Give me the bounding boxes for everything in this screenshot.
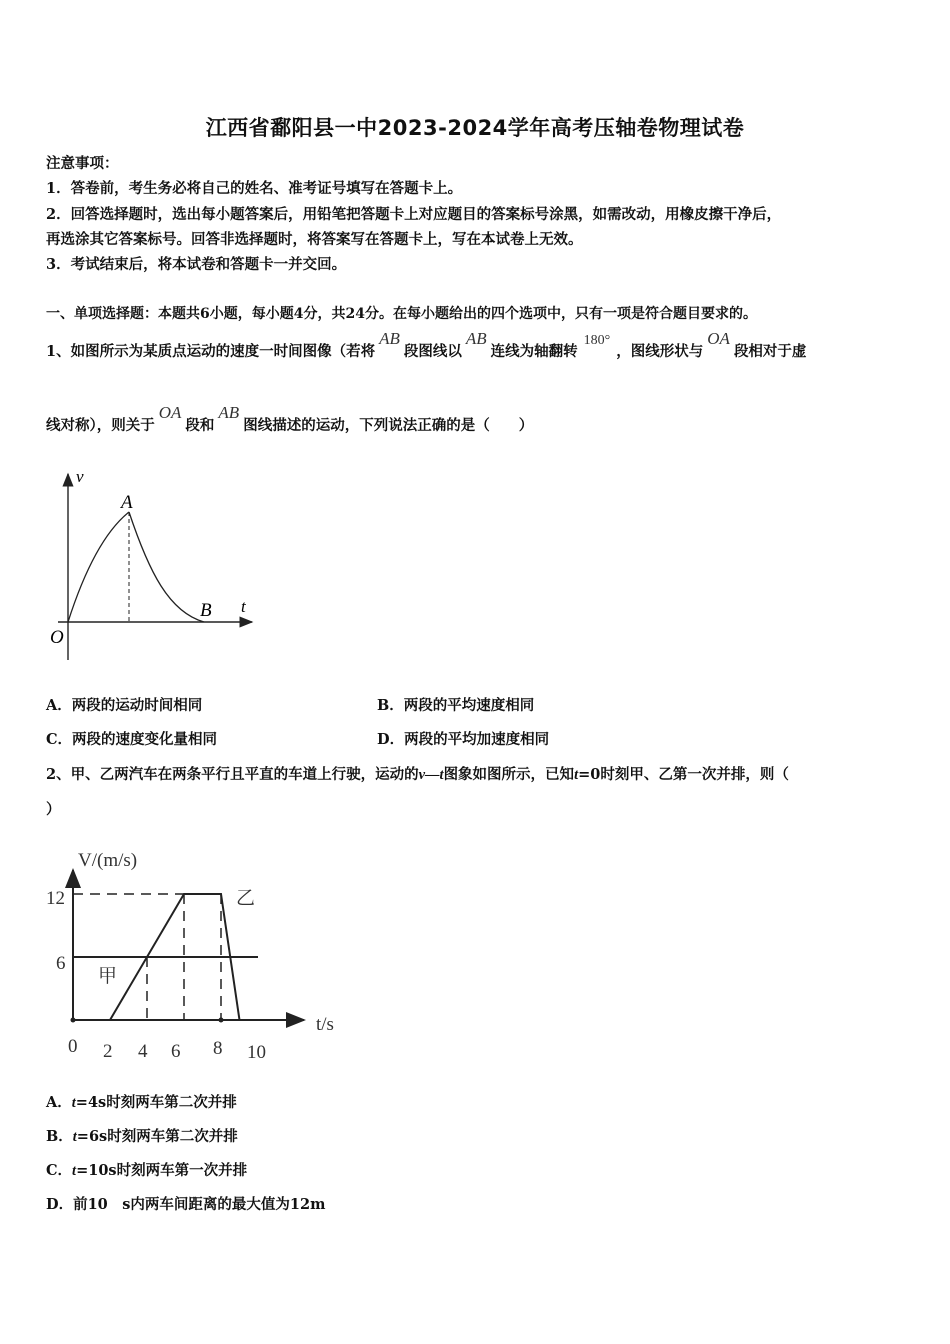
notice-item: 3．考试结束后，将本试卷和答题卡一并交回。 xyxy=(46,256,347,273)
q2-stem-line1 xyxy=(46,763,789,784)
series-label-jia: 甲 xyxy=(98,966,118,987)
origin-label: O xyxy=(50,627,64,648)
q1-text: 图线描述的运动，下列说法正确的是（ ） xyxy=(243,417,534,434)
point-t8 xyxy=(219,1018,224,1023)
q1-text: 连线为轴翻转 xyxy=(490,343,578,360)
q1-option-c[interactable]: C．两段的速度变化量相同 xyxy=(46,731,218,748)
q1-math-180: 180° xyxy=(583,333,611,348)
q2-option-c[interactable] xyxy=(46,1159,247,1180)
t-axis-label: t xyxy=(241,597,246,616)
q1-text: ，图线形状与 xyxy=(616,343,704,360)
q1-math-oa: OA xyxy=(158,403,182,422)
option-var: t xyxy=(72,1129,77,1145)
q1-text: 线对称），则关于 xyxy=(46,417,155,434)
q1-math-ab: AB xyxy=(218,403,240,422)
q1-option-a[interactable]: A．两段的运动时间相同 xyxy=(46,697,203,714)
option-var: t xyxy=(71,1095,76,1111)
q2-option-a[interactable] xyxy=(46,1091,237,1112)
q1-option-d[interactable]: D．两段的平均加速度相同 xyxy=(377,731,550,748)
q2-vt-graph xyxy=(40,840,360,1070)
notice-item: 1．答卷前，考生务必将自己的姓名、准考证号填写在答题卡上。 xyxy=(46,180,463,197)
x-axis-label: t/s xyxy=(316,1014,334,1035)
point-a-label: A xyxy=(121,492,133,513)
curve-ab xyxy=(129,512,204,622)
plot-area xyxy=(71,894,259,1023)
q1-math-oa: OA xyxy=(707,329,730,348)
option-var: t xyxy=(72,1163,77,1179)
q1-stem-line1 xyxy=(46,329,807,361)
q1-math-ab: AB xyxy=(465,329,487,348)
y-tick-label: 6 xyxy=(56,953,66,974)
x-tick-label: 10 xyxy=(247,1042,266,1063)
x-tick-label: 2 xyxy=(103,1041,113,1062)
x-tick-label: 6 xyxy=(171,1041,181,1062)
option-label: B． xyxy=(46,1128,73,1145)
x-tick-label: 0 xyxy=(68,1036,78,1057)
q1-vt-graph xyxy=(44,462,264,667)
q1-text: 段图线以 xyxy=(403,343,462,360)
q1-math-ab: AB xyxy=(379,329,400,348)
option-label: C． xyxy=(46,1162,73,1179)
option-label: A． xyxy=(46,1094,72,1111)
x-tick-label: 8 xyxy=(213,1038,223,1059)
q1-text: 段和 xyxy=(185,417,215,434)
option-text: =10s时刻两车第一次并排 xyxy=(76,1162,248,1179)
q2-text: 2、甲、乙两汽车在两条平行且平直的车道上行驶，运动的 xyxy=(46,766,419,783)
notice-item: 2．回答选择题时，选出每小题答案后，用铅笔把答题卡上对应题目的答案标号涂黑，如需改动，用橡皮擦干净后， xyxy=(46,206,782,223)
page-title: 江西省鄱阳县一中2023-2024学年高考压轴卷物理试卷 xyxy=(205,116,745,140)
option-text: =6s时刻两车第二次并排 xyxy=(76,1128,238,1145)
curve-oa xyxy=(68,512,129,622)
notice-heading: 注意事项： xyxy=(46,155,119,172)
y-axis-label: V/(m/s) xyxy=(78,850,138,871)
q2-option-d[interactable]: D．前10 s内两车间距离的最大值为12m xyxy=(46,1196,326,1213)
origin-point xyxy=(71,1018,76,1023)
q1-text: 段相对于虚 xyxy=(733,343,807,360)
q1-stem-line2 xyxy=(46,403,534,435)
v-axis-label: v xyxy=(76,467,84,486)
point-b-label: B xyxy=(200,600,212,621)
q2-stem-line2: ） xyxy=(46,801,61,818)
q2-text: 图象如图所示，已知 xyxy=(443,766,575,783)
q1-option-b[interactable]: B．两段的平均速度相同 xyxy=(377,697,535,714)
notice-item: 再选涂其它答案标号。回答非选择题时，将答案写在答题卡上，写在本试卷上无效。 xyxy=(46,231,583,248)
series-label-yi: 乙 xyxy=(236,888,256,909)
y-tick-label: 12 xyxy=(46,888,65,909)
option-text: =4s时刻两车第二次并排 xyxy=(75,1094,237,1111)
x-tick-label: 4 xyxy=(138,1041,148,1062)
q2-math-t: t xyxy=(574,767,579,783)
section-heading: 一、单项选择题：本题共6小题，每小题4分，共24分。在每小题给出的四个选项中，只有一项是符合题目要求的。 xyxy=(46,306,757,322)
q2-option-b[interactable] xyxy=(46,1125,238,1146)
q1-text: 1、如图所示为某质点运动的速度一时间图像（若将 xyxy=(46,343,376,360)
q2-text: =0时刻甲、乙第一次并排，则（ xyxy=(578,766,789,783)
q2-math-vt: v—t xyxy=(418,767,444,783)
